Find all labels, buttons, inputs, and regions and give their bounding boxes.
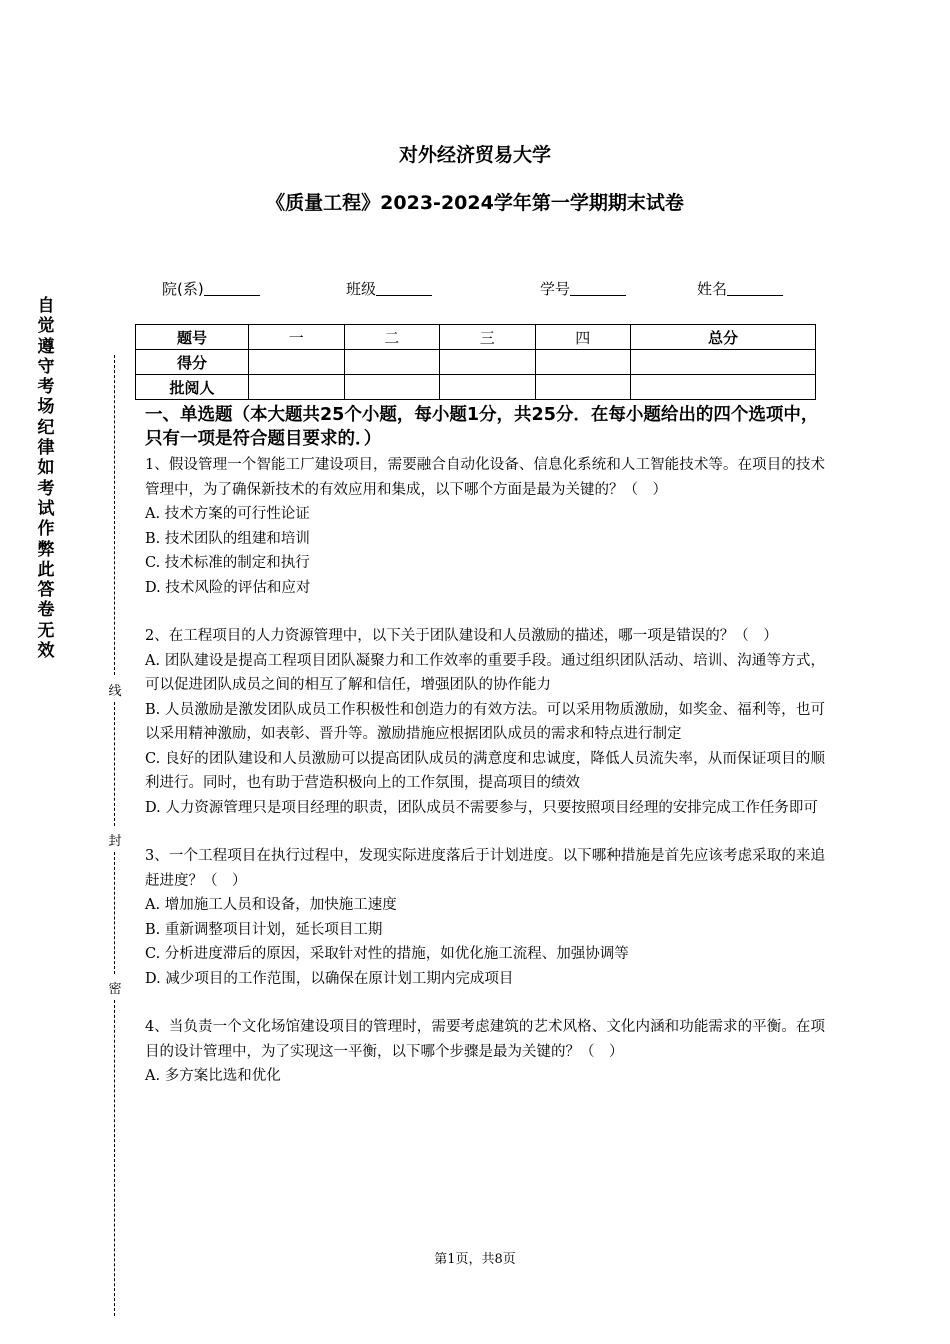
score-cell [535, 350, 631, 375]
option-d: D. 减少项目的工作范围，以确保在原计划工期内完成项目 [145, 970, 514, 987]
id-blank [570, 280, 626, 296]
question-stem: 4、当负责一个文化场馆建设项目的管理时，需要考虑建筑的艺术风格、文化内涵和功能需求的平衡。在项目的设计管理中，为了实现这一平衡，以下哪个步骤是最为关键的？（ ） [145, 1019, 825, 1060]
id-label: 学号 [540, 280, 571, 298]
university-title: 对外经济贸易大学 [398, 144, 551, 166]
score-header-cell: 二 [344, 325, 440, 350]
option-d: D. 人力资源管理只是项目经理的职责，团队成员不需要参与，只要按照项目经理的安排完成工作任务即可 [145, 799, 818, 816]
score-cell [344, 350, 440, 375]
score-cell [344, 375, 440, 400]
score-table [135, 324, 816, 400]
score-row-label: 得分 [136, 350, 249, 375]
option-a: A. 增加施工人员和设备，加快施工速度 [145, 897, 397, 913]
exam-title: 《质量工程》2023-2024学年第一学期期末试卷 [266, 192, 684, 214]
questions [145, 453, 825, 1089]
name-blank [727, 280, 783, 296]
name-label: 姓名 [697, 280, 728, 298]
question-stem: 1、假设管理一个智能工厂建设项目，需要融合自动化设备、信息化系统和人工智能技术等。在项目的技术管理中，为了确保新技术的有效应用和集成，以下哪个方面是最为关键的？（ ） [145, 457, 825, 498]
score-header-cell: 总分 [631, 325, 816, 350]
binding-line-segment [114, 1000, 115, 1316]
option-a: A. 技术方案的可行性论证 [145, 506, 310, 522]
option-d: D. 技术风险的评估和应对 [145, 579, 311, 596]
seal-mark-secret: 密 [108, 978, 122, 997]
option-a: A. 团队建设是提高工程项目团队凝聚力和工作效率的重要手段。通过组织团队活动、培训、沟通等方式，可以促进团队成员之间的相互了解和信任，增强团队的协作能力 [145, 652, 825, 693]
score-header-cell: 四 [535, 325, 631, 350]
option-c: C. 分析进度滞后的原因，采取针对性的措施，如优化施工流程、加强协调等 [145, 946, 629, 962]
score-row-label: 批阅人 [136, 375, 249, 400]
score-table-row [136, 375, 816, 400]
binding-line-segment [114, 702, 115, 826]
option-b: B. 技术团队的组建和培训 [145, 530, 310, 547]
page-number: 第1页，共8页 [434, 1252, 516, 1267]
score-cell [440, 375, 536, 400]
exam-discipline-notice: 自觉遵守考场纪律如考试作弊此答卷无效 [37, 296, 55, 662]
score-cell [249, 350, 345, 375]
section-heading: 一、单选题（本大题共25个小题，每小题1分，共25分．在每小题给出的四个选项中，只有一项是符合题目要求的．） [145, 405, 819, 449]
question-stem: 3、一个工程项目在执行过程中，发现实际进度落后于计划进度。以下哪种措施是首先应该考虑采取的来追赶进度？（ ） [145, 848, 825, 889]
question [145, 1015, 825, 1089]
option-b: B. 人员激励是激发团队成员工作积极性和创造力的有效方法。可以采用物质激励，如奖金、福利等，也可以采用精神激励，如表彰、晋升等。激励措施应根据团队成员的需求和特点进行制定 [145, 701, 825, 742]
id-field [540, 278, 626, 299]
score-table-row [136, 350, 816, 375]
question-stem: 2、在工程项目的人力资源管理中，以下关于团队建设和人员激励的描述，哪一项是错误的？（ ） [145, 628, 778, 644]
score-cell [535, 375, 631, 400]
option-a: A. 多方案比选和优化 [145, 1068, 281, 1084]
score-cell [631, 375, 816, 400]
question [145, 844, 825, 991]
score-header-cell: 一 [249, 325, 345, 350]
class-label: 班级 [346, 280, 377, 298]
dept-label: 院(系) [162, 280, 204, 298]
option-c: C. 技术标准的制定和执行 [145, 555, 310, 571]
score-cell [631, 350, 816, 375]
score-header-cell: 三 [440, 325, 536, 350]
seal-mark-line: 线 [108, 680, 122, 699]
class-field [346, 278, 432, 299]
option-b: B. 重新调整项目计划，延长项目工期 [145, 921, 383, 938]
binding-line-segment [114, 355, 115, 675]
question [145, 453, 825, 600]
dept-field [162, 278, 260, 299]
question [145, 624, 825, 820]
name-field [697, 278, 783, 299]
dept-blank [204, 280, 260, 296]
option-c: C. 良好的团队建设和人员激励可以提高团队成员的满意度和忠诚度，降低人员流失率，从而保证项目的顺利进行。同时，也有助于营造积极向上的工作氛围，提高项目的绩效 [145, 750, 825, 791]
class-blank [376, 280, 432, 296]
binding-line-segment [114, 852, 115, 974]
score-table-header-row [136, 325, 816, 350]
score-cell [440, 350, 536, 375]
score-header-cell: 题号 [136, 325, 249, 350]
score-cell [249, 375, 345, 400]
seal-mark-seal: 封 [108, 830, 122, 849]
